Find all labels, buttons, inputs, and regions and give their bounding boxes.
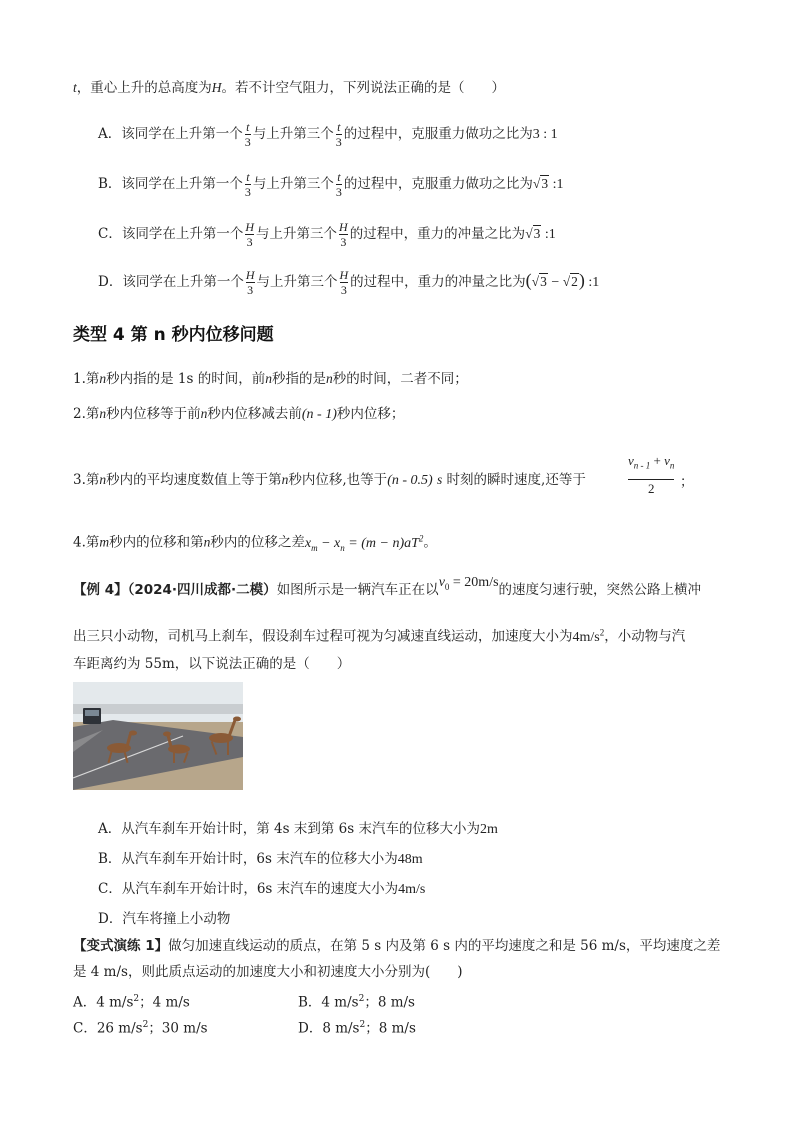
intro-text-1: ，重心上升的总高度为 [76, 80, 212, 96]
var-n: n [99, 371, 107, 386]
fraction-t-3: $\frac{t}{3}$ [244, 170, 251, 199]
option-c-mid: 与上升第三个 [256, 226, 338, 242]
question-intro [73, 78, 505, 98]
option-c-ratio: :1 [541, 227, 556, 242]
fraction-h-3: $\frac{H}{3}$ [245, 268, 255, 297]
option-a-ratio: 3 : 1 [532, 127, 558, 142]
initial-velocity: $v_0 = 20m/s$ [438, 575, 499, 592]
option-b[interactable] [98, 170, 563, 199]
var-n: n [200, 406, 208, 421]
intro-text-2: 。若不计空气阻力，下列说法正确的是（ ） [221, 80, 506, 96]
option-d-ratio: :1 [584, 275, 600, 290]
point-4: 4.第m秒内的位移和第n秒内的位移之差$x_m - x_n = (m - n)aT^2$。 [73, 533, 437, 553]
option-b-ratio: :1 [549, 177, 564, 192]
var-n: n [326, 371, 333, 386]
var-m: m [99, 534, 110, 550]
option-b-label: B．该同学在上升第一个 [98, 176, 243, 192]
option-a-tail: 的过程中，克服重力做功之比为 [343, 126, 533, 142]
point-3-end: ； [680, 474, 694, 490]
formula-displacement-diff: $x_m - x_n = (m - n)aT^2$ [304, 533, 424, 553]
option-c[interactable] [98, 220, 556, 249]
photo-illustration [73, 682, 243, 790]
variant-option-b[interactable]: B．4 $m/s^2$；8 m/s [298, 994, 415, 1011]
example-option-a[interactable]: A．从汽车刹车开始计时，第 4s 末到第 6s 末汽车的位移大小为2m [98, 821, 498, 837]
sqrt-3: √3 [532, 176, 549, 191]
example-option-d[interactable]: D．汽车将撞上小动物 [98, 911, 231, 927]
road-animals-photo [73, 682, 243, 790]
option-c-tail: 的过程中，重力的冲量之比为 [349, 226, 526, 242]
option-d-tail: 的过程中，重力的冲量之比为 [350, 274, 526, 290]
option-d-mid: 与上升第三个 [256, 274, 338, 290]
option-c-label: C．该同学在上升第一个 [98, 226, 244, 242]
option-b-tail: 的过程中，克服重力做功之比为 [343, 176, 533, 192]
var-n: n [99, 472, 107, 487]
option-a[interactable] [98, 120, 558, 149]
option-b-mid: 与上升第三个 [252, 176, 334, 192]
expr-n-minus-1: (n - 1) [301, 407, 337, 422]
minus-sign: − [547, 275, 563, 290]
sqrt-3: √3 [525, 226, 541, 241]
example-option-c[interactable]: C．从汽车刹车开始计时，6s 末汽车的速度大小为4m/s [98, 881, 426, 897]
variant-line-2: 是 4 m/s，则此质点运动的加速度大小和初速度大小分别为( ) [73, 964, 463, 980]
variant-line-1: 【变式演练 1】做匀加速直线运动的质点，在第 5 s 内及第 6 s 内的平均速度之和是 56 m/s，平均速度之差 [73, 938, 721, 954]
option-d-label: D．该同学在上升第一个 [98, 274, 244, 290]
unit-s: s [436, 472, 443, 487]
fraction-h-3: $\frac{H}{3}$ [339, 268, 349, 297]
acceleration: $4m/s^2$ [572, 627, 605, 645]
paren-close: ) [578, 270, 585, 290]
point-2: 2.第n秒内位移等于前n秒内位移减去前(n - 1)秒内位移； [73, 406, 405, 422]
example-line-1: 【例 4】（2024·四川成都·二模）如图所示是一辆汽车正在以$v_0 = 20m/s$的速度匀速行驶，突然公路上横冲 [73, 575, 702, 598]
variant-tag: 【变式演练 1】 [73, 938, 169, 954]
variant-option-c[interactable]: C．26 $m/s^2$；30 m/s [73, 1020, 208, 1037]
variant-option-a[interactable]: A．4 $m/s^2$；4 m/s [73, 994, 190, 1011]
sqrt-3: √3 [531, 274, 547, 289]
section-title: 类型 4 第 n 秒内位移问题 [73, 325, 274, 345]
example-option-b[interactable]: B．从汽车刹车开始计时，6s 末汽车的位移大小为48m [98, 851, 423, 867]
point-1: 1.第n秒内指的是 1s 的时间，前n秒指的是n秒的时间，二者不同； [73, 371, 468, 387]
var-n: n [203, 534, 211, 550]
option-a-mid: 与上升第三个 [252, 126, 334, 142]
variant-option-d[interactable]: D．8 $m/s^2$；8 m/s [298, 1020, 416, 1037]
fraction-h-3: $\frac{H}{3}$ [245, 220, 255, 249]
example-line-3: 车距离约为 55m，以下说法正确的是（ ） [73, 656, 351, 672]
fraction-h-3: $\frac{H}{3}$ [339, 220, 348, 249]
var-n: n [281, 472, 289, 487]
expr-n-minus-half: (n - 0.5) [387, 473, 433, 488]
example-tag: 【例 4】 [73, 582, 128, 598]
example-line-2: 出三只小动物，司机马上刹车，假设刹车过程可视为匀减速直线运动，加速度大小为$4m/s^2$，小动物与汽 [73, 627, 686, 645]
point-3: 3.第n秒内的平均速度数值上等于第n秒内位移,也等于(n - 0.5) s 时刻的瞬时速度,还等于 [73, 472, 586, 488]
fraction-t-3: $\frac{t}{3}$ [335, 120, 342, 149]
var-h: H [211, 80, 222, 95]
var-n: n [99, 406, 107, 421]
var-n: n [265, 371, 272, 386]
option-a-label: A．该同学在上升第一个 [98, 126, 243, 142]
fraction-avg-velocity: $\frac{v_{n - 1} + v_n}{2}$ [628, 453, 675, 496]
paren-open: ( [525, 270, 532, 290]
fraction-t-3: $\frac{t}{3}$ [335, 170, 342, 199]
sqrt-2: √2 [562, 274, 578, 289]
fraction-t-3: $\frac{t}{3}$ [244, 120, 251, 149]
var-t: t [73, 80, 77, 95]
example-source: （2024·四川成都·二模） [127, 582, 277, 598]
option-d[interactable] [98, 268, 599, 297]
